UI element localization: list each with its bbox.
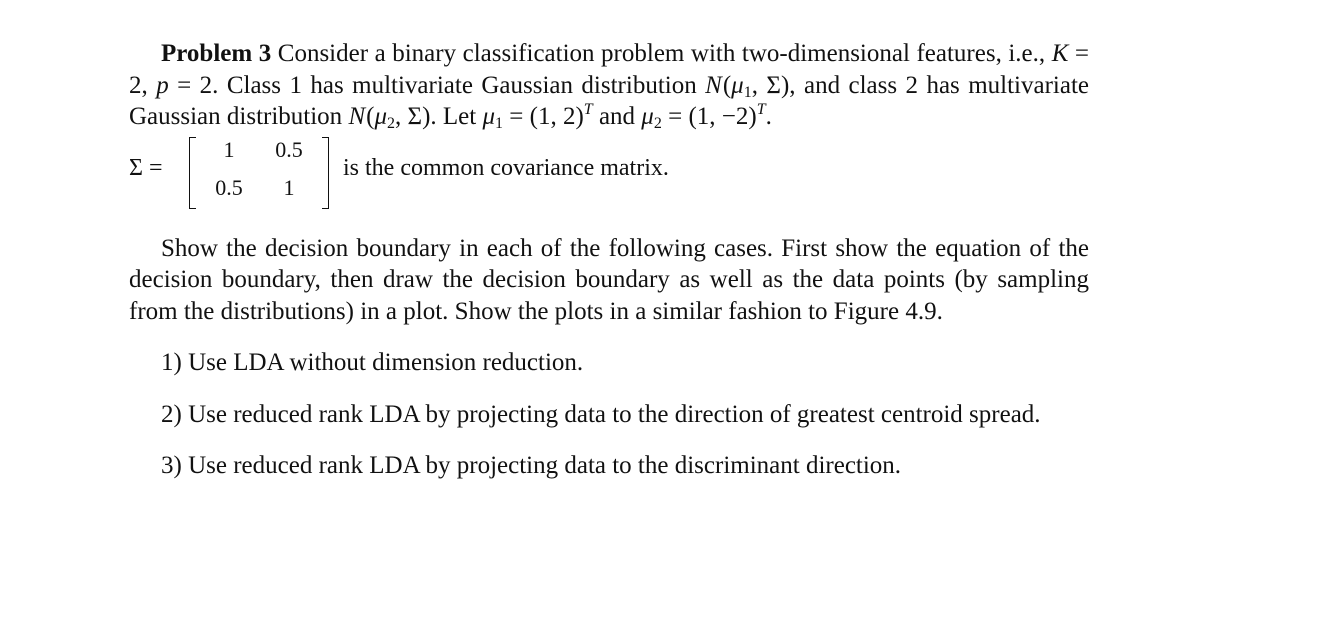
matrix-right-bracket	[322, 137, 329, 209]
list-item: 2) Use reduced rank LDA by projecting data to the direction of greatest centroid spread.	[161, 400, 1041, 428]
covariance-matrix	[189, 135, 329, 211]
problem-heading: Problem 3	[161, 40, 272, 67]
matrix-cell-12: 0.5	[275, 136, 303, 162]
matrix-cell-11: 1	[223, 136, 235, 162]
matrix-left-bracket	[189, 137, 196, 209]
sigma-lhs: Σ =	[129, 154, 163, 181]
matrix-cell-21: 0.5	[215, 174, 243, 200]
covariance-caption: is the common covariance matrix.	[343, 154, 669, 181]
document-page	[129, 38, 1089, 482]
instructions-paragraph: Show the decision boundary in each of the following cases. First show the equation of the decision boundary, then draw the decision boundary as well as the data points (by sampling from the distributions) in a plot. Show the plots in a similar fashion to Figure 4.9.	[129, 234, 1089, 325]
matrix-cell-22: 1	[283, 174, 295, 200]
problem-statement: Problem 3 Consider a binary classification problem with two-dimensional features, i.e., K = 2, p = 2. Class 1 has multivariate Gaussian distribution $N(\mu_1$, Σ), and class 2 has multivariate Gaussian distribution $N(\mu_2$, Σ). Let $\mu_1 = (1$, 2)$^T$ and $\mu_2 = (1$, −2)$^T$.	[129, 40, 1090, 132]
list-item: 3) Use reduced rank LDA by projecting data to the discriminant direction.	[161, 452, 902, 479]
list-item: 1) Use LDA without dimension reduction.	[161, 349, 584, 376]
covariance-equation	[129, 135, 1089, 211]
